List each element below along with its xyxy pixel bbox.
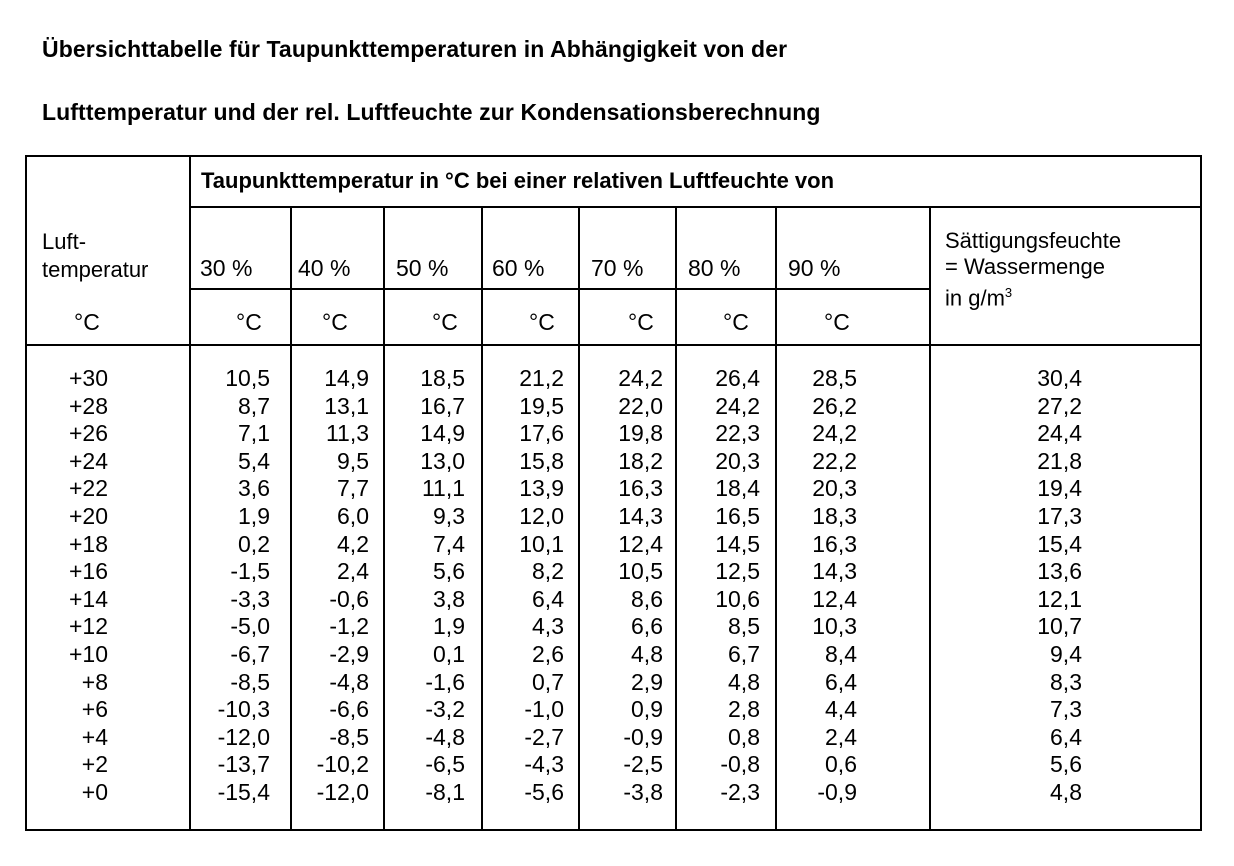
percent-header-60: 60 %: [492, 255, 545, 281]
unit-header-30: °C: [236, 309, 262, 335]
air-temperature-cell: +8: [81, 668, 108, 695]
dewpoint-cell: 6,7: [728, 640, 760, 667]
dewpoint-cell: 8,2: [532, 558, 564, 585]
percent-header-40: 40 %: [298, 255, 351, 281]
air-temperature-cell: +20: [68, 502, 108, 529]
dewpoint-column-70: [585, 365, 663, 807]
dewpoint-cell: -6,7: [230, 640, 270, 667]
unit-header-40: °C: [322, 309, 348, 335]
saturation-cell: 4,8: [1050, 778, 1082, 805]
dewpoint-cell: -4,8: [425, 723, 465, 750]
dewpoint-cell: 5,4: [238, 447, 270, 474]
dewpoint-cell: -2,5: [623, 751, 663, 778]
title-line-1: Übersichttabelle für Taupunkttemperaturen in Abhängigkeit von der: [42, 36, 788, 62]
percent-header-80: 80 %: [688, 255, 741, 281]
dewpoint-cell: 13,0: [420, 447, 465, 474]
dewpoint-cell: 14,9: [324, 365, 369, 391]
dewpoint-cell: 7,4: [433, 530, 465, 557]
dewpoint-cell: 0,6: [825, 751, 857, 778]
col-divider-1: [290, 206, 292, 831]
dewpoint-cell: 2,4: [337, 558, 369, 585]
dewpoint-group-header: Taupunkttemperatur in °C bei einer relativen Luftfeuchte von: [201, 168, 835, 193]
dewpoint-cell: 3,8: [433, 585, 465, 612]
dewpoint-cell: 7,1: [238, 420, 270, 447]
saturation-cell: 13,6: [1037, 558, 1082, 585]
dewpoint-cell: -13,7: [217, 751, 270, 778]
col-divider-4: [578, 206, 580, 831]
dewpoint-cell: 2,4: [825, 723, 857, 750]
dewpoint-cell: -4,3: [524, 751, 564, 778]
saturation-cell: 8,3: [1050, 668, 1082, 695]
dewpoint-cell: -2,9: [329, 640, 369, 667]
dewpoint-column-50: [393, 365, 465, 807]
dewpoint-cell: 8,6: [631, 585, 663, 612]
dewpoint-cell: 20,3: [812, 475, 857, 502]
dewpoint-cell: -0,8: [720, 751, 760, 778]
dewpoint-cell: 6,0: [337, 502, 369, 529]
dewpoint-cell: 24,2: [715, 392, 760, 419]
dewpoint-cell: -8,5: [329, 723, 369, 750]
dewpoint-cell: 2,9: [631, 668, 663, 695]
dewpoint-cell: -1,0: [524, 696, 564, 723]
dewpoint-cell: -3,8: [623, 778, 663, 805]
dewpoint-cell: -0,6: [329, 585, 369, 612]
saturation-cell: 12,1: [1037, 585, 1082, 612]
dewpoint-cell: 0,8: [728, 723, 760, 750]
air-temperature-unit: °C: [74, 309, 100, 335]
dewpoint-cell: 12,0: [519, 502, 564, 529]
dewpoint-cell: -12,0: [217, 723, 270, 750]
table-divider-temp: [189, 155, 191, 831]
dewpoint-cell: 4,4: [825, 696, 857, 723]
dewpoint-cell: 22,0: [618, 392, 663, 419]
saturation-cell: 6,4: [1050, 723, 1082, 750]
dewpoint-cell: 22,3: [715, 420, 760, 447]
air-temperature-cell: +26: [68, 420, 108, 447]
dewpoint-cell: -5,6: [524, 778, 564, 805]
dewpoint-cell: 14,5: [715, 530, 760, 557]
dewpoint-cell: -5,0: [230, 613, 270, 640]
col-divider-2: [383, 206, 385, 831]
dewpoint-column-80: [683, 365, 760, 807]
air-temperature-header-line-1: Luft-: [42, 229, 87, 254]
saturation-header-line-2: = Wassermenge: [945, 254, 1105, 279]
dewpoint-cell: 7,7: [337, 475, 369, 502]
dewpoint-cell: 20,3: [715, 447, 760, 474]
col-divider-5: [675, 206, 677, 831]
dewpoint-cell: -6,6: [329, 696, 369, 723]
group-header-divider: [189, 206, 1202, 208]
air-temperature-cell: +30: [68, 365, 108, 391]
dewpoint-cell: -3,3: [230, 585, 270, 612]
dewpoint-cell: -6,5: [425, 751, 465, 778]
air-temperature-header: [42, 228, 148, 284]
dewpoint-cell: 18,5: [420, 365, 465, 391]
dewpoint-cell: 6,4: [825, 668, 857, 695]
dewpoint-cell: 10,3: [812, 613, 857, 640]
dewpoint-cell: -10,3: [217, 696, 270, 723]
percent-header-90: 90 %: [788, 255, 841, 281]
dewpoint-cell: 17,6: [519, 420, 564, 447]
header-bottom-divider: [25, 344, 1202, 346]
saturation-cell: 7,3: [1050, 696, 1082, 723]
saturation-cell: 10,7: [1037, 613, 1082, 640]
dewpoint-cell: 10,6: [715, 585, 760, 612]
table-border-right: [1200, 155, 1202, 831]
unit-header-90: °C: [824, 309, 850, 335]
air-temperature-cell: +16: [68, 558, 108, 585]
dewpoint-cell: 4,2: [337, 530, 369, 557]
dewpoint-cell: -8,5: [230, 668, 270, 695]
col-divider-satt: [929, 206, 931, 831]
col-divider-3: [481, 206, 483, 831]
percent-row-divider: [189, 288, 930, 290]
dewpoint-cell: 24,2: [618, 365, 663, 391]
air-temperature-cell: +0: [81, 778, 108, 805]
dewpoint-cell: -2,7: [524, 723, 564, 750]
dewpoint-cell: 14,9: [420, 420, 465, 447]
dewpoint-cell: 2,8: [728, 696, 760, 723]
table-border-left: [25, 155, 27, 831]
saturation-cell: 30,4: [1037, 365, 1082, 391]
dewpoint-cell: 16,5: [715, 502, 760, 529]
dewpoint-cell: 6,6: [631, 613, 663, 640]
unit-header-80: °C: [723, 309, 749, 335]
saturation-cell: 19,4: [1037, 475, 1082, 502]
dewpoint-cell: -8,1: [425, 778, 465, 805]
dewpoint-cell: 12,4: [812, 585, 857, 612]
table-border-top: [25, 155, 1202, 157]
dewpoint-cell: 8,5: [728, 613, 760, 640]
saturation-column: [1000, 365, 1082, 807]
dewpoint-cell: 24,2: [812, 420, 857, 447]
air-temperature-column: [50, 365, 108, 807]
dewpoint-cell: 11,3: [325, 420, 369, 447]
dewpoint-cell: 18,4: [715, 475, 760, 502]
dewpoint-cell: 19,8: [618, 420, 663, 447]
dewpoint-cell: 1,9: [238, 502, 270, 529]
air-temperature-cell: +24: [68, 447, 108, 474]
percent-header-30: 30 %: [200, 255, 253, 281]
air-temperature-cell: +6: [81, 696, 108, 723]
air-temperature-cell: +2: [81, 751, 108, 778]
dewpoint-cell: 0,9: [631, 696, 663, 723]
col-divider-6: [775, 206, 777, 831]
dewpoint-cell: 9,3: [433, 502, 465, 529]
dewpoint-cell: 16,3: [812, 530, 857, 557]
dewpoint-cell: 1,9: [433, 613, 465, 640]
saturation-unit-text: in g/m: [945, 285, 1005, 311]
dewpoint-cell: 0,7: [532, 668, 564, 695]
dewpoint-cell: 18,2: [618, 447, 663, 474]
saturation-header-line-3: [945, 280, 1121, 311]
dewpoint-cell: 4,8: [728, 668, 760, 695]
dewpoint-cell: 14,3: [618, 502, 663, 529]
percent-header-50: 50 %: [396, 255, 449, 281]
unit-header-50: °C: [432, 309, 458, 335]
dewpoint-cell: 13,9: [519, 475, 564, 502]
air-temperature-cell: +4: [81, 723, 108, 750]
dewpoint-cell: 8,7: [238, 392, 270, 419]
dewpoint-cell: -10,2: [316, 751, 369, 778]
air-temperature-header-line-2: temperatur: [42, 257, 149, 282]
air-temperature-cell: +10: [68, 640, 108, 667]
dewpoint-cell: 3,6: [238, 475, 270, 502]
dewpoint-cell: 0,1: [433, 640, 465, 667]
air-temperature-cell: +28: [68, 392, 108, 419]
saturation-cell: 9,4: [1050, 640, 1082, 667]
dewpoint-column-60: [488, 365, 564, 807]
dewpoint-cell: 28,5: [812, 365, 857, 391]
dewpoint-cell: 16,3: [618, 475, 663, 502]
saturation-cell: 15,4: [1037, 530, 1082, 557]
dewpoint-cell: -1,6: [425, 668, 465, 695]
dewpoint-cell: -0,9: [623, 723, 663, 750]
dewpoint-cell: 26,2: [812, 392, 857, 419]
dewpoint-cell: 10,5: [618, 558, 663, 585]
dewpoint-cell: 0,2: [238, 530, 270, 557]
dewpoint-cell: -0,9: [817, 778, 857, 805]
dewpoint-cell: -12,0: [316, 778, 369, 805]
dewpoint-cell: 21,2: [519, 365, 564, 391]
saturation-unit-superscript: 3: [1004, 285, 1013, 300]
dewpoint-cell: 19,5: [519, 392, 564, 419]
dewpoint-cell: 2,6: [532, 640, 564, 667]
dewpoint-cell: 8,4: [825, 640, 857, 667]
air-temperature-cell: +12: [68, 613, 108, 640]
dewpoint-cell: 11,1: [421, 475, 465, 502]
dewpoint-cell: -15,4: [217, 778, 270, 805]
dewpoint-cell: 10,5: [225, 365, 270, 391]
dewpoint-cell: 22,2: [812, 447, 857, 474]
saturation-header-line-1: Sättigungsfeuchte: [945, 228, 1122, 253]
saturation-cell: 27,2: [1037, 392, 1082, 419]
table-border-bottom: [25, 829, 1202, 831]
saturation-cell: 24,4: [1037, 420, 1082, 447]
saturation-cell: 21,8: [1037, 447, 1082, 474]
dewpoint-cell: -2,3: [720, 778, 760, 805]
dewpoint-cell: 14,3: [812, 558, 857, 585]
dewpoint-cell: 15,8: [519, 447, 564, 474]
dewpoint-cell: 26,4: [715, 365, 760, 391]
dewpoint-cell: 18,3: [812, 502, 857, 529]
dewpoint-cell: -4,8: [329, 668, 369, 695]
air-temperature-cell: +22: [68, 475, 108, 502]
title-line-2: Lufttemperatur und der rel. Luftfeuchte zur Kondensationsberechnung: [42, 99, 821, 125]
dewpoint-cell: 12,5: [715, 558, 760, 585]
saturation-header: [945, 228, 1121, 311]
air-temperature-cell: +18: [68, 530, 108, 557]
unit-header-60: °C: [529, 309, 555, 335]
dewpoint-cell: 5,6: [433, 558, 465, 585]
dewpoint-cell: 4,3: [532, 613, 564, 640]
dewpoint-column-90: [785, 365, 857, 807]
dewpoint-cell: 4,8: [631, 640, 663, 667]
dewpoint-cell: -1,5: [230, 558, 270, 585]
dewpoint-column-40: [294, 365, 369, 807]
unit-header-70: °C: [628, 309, 654, 335]
dewpoint-cell: -3,2: [425, 696, 465, 723]
air-temperature-cell: +14: [68, 585, 108, 612]
dewpoint-cell: 10,1: [519, 530, 564, 557]
saturation-cell: 17,3: [1037, 502, 1082, 529]
dewpoint-cell: 6,4: [532, 585, 564, 612]
percent-header-70: 70 %: [591, 255, 644, 281]
saturation-cell: 5,6: [1050, 751, 1082, 778]
dewpoint-cell: -1,2: [329, 613, 369, 640]
dewpoint-cell: 16,7: [420, 392, 465, 419]
dewpoint-cell: 9,5: [337, 447, 369, 474]
dewpoint-column-30: [198, 365, 270, 807]
dewpoint-cell: 12,4: [618, 530, 663, 557]
dewpoint-cell: 13,1: [324, 392, 369, 419]
